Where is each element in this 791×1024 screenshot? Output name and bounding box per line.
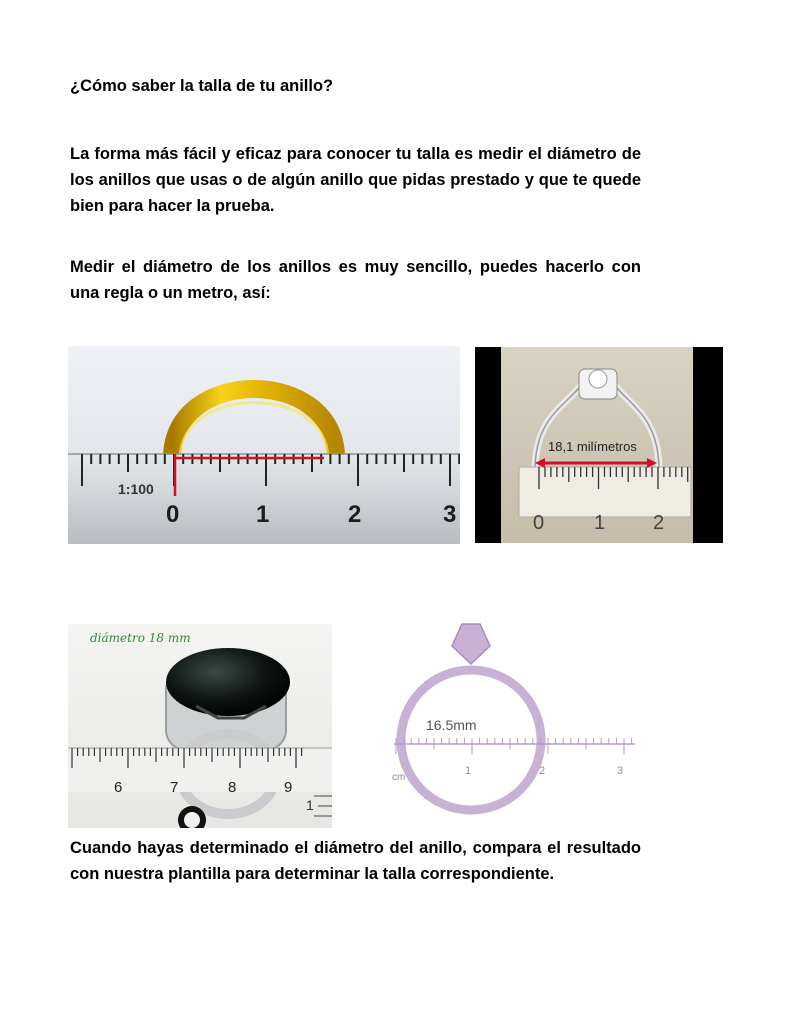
ruler-number: 2: [539, 765, 546, 777]
ruler-number: 6: [114, 779, 123, 796]
conclusion-paragraph: Cuando hayas determinado el diámetro del anillo, compara el resultado con nuestra plantilla para determinar la talla correspondiente.: [70, 839, 641, 883]
ruler-number: 9: [284, 779, 293, 796]
ruler-number: 1: [256, 501, 270, 528]
ruler-number: 2: [348, 501, 362, 528]
unit-label: cm: [392, 772, 406, 783]
ruler-number: 1: [594, 512, 606, 534]
ruler-number: 7: [170, 779, 179, 796]
ruler-number: 3: [443, 501, 457, 528]
scale-label: 1:100: [118, 481, 154, 497]
document-heading: ¿Cómo saber la talla de tu anillo?: [70, 77, 334, 95]
gold-ring-photo: [68, 346, 460, 544]
side-ruler-number: 1: [306, 797, 314, 813]
ruler-number: 3: [617, 765, 624, 777]
instructions-paragraph: Medir el diámetro de los anillos es muy sencillo, puedes hacerlo con una regla o un metro, así:: [70, 258, 641, 302]
intro-paragraph: La forma más fácil y eficaz para conocer tu talla es medir el diámetro de los anillos que usas o de algún anillo que pidas prestado y que te quede bien para hacer la prueba.: [70, 145, 641, 215]
ruler-number: 8: [228, 779, 237, 796]
measurement-label: 18,1 milímetros: [548, 439, 637, 454]
stone-ring-photo: [68, 624, 332, 828]
diameter-caption: diámetro 18 mm: [90, 631, 191, 645]
ruler-number: 0: [533, 512, 545, 534]
measurement-label: 16.5mm: [426, 717, 477, 733]
ruler-number: 0: [166, 501, 180, 528]
ring-illustration: [380, 618, 642, 828]
solitaire-ring-photo: [475, 347, 723, 543]
ruler-number: 1: [465, 765, 472, 777]
ruler-number: 2: [653, 512, 665, 534]
